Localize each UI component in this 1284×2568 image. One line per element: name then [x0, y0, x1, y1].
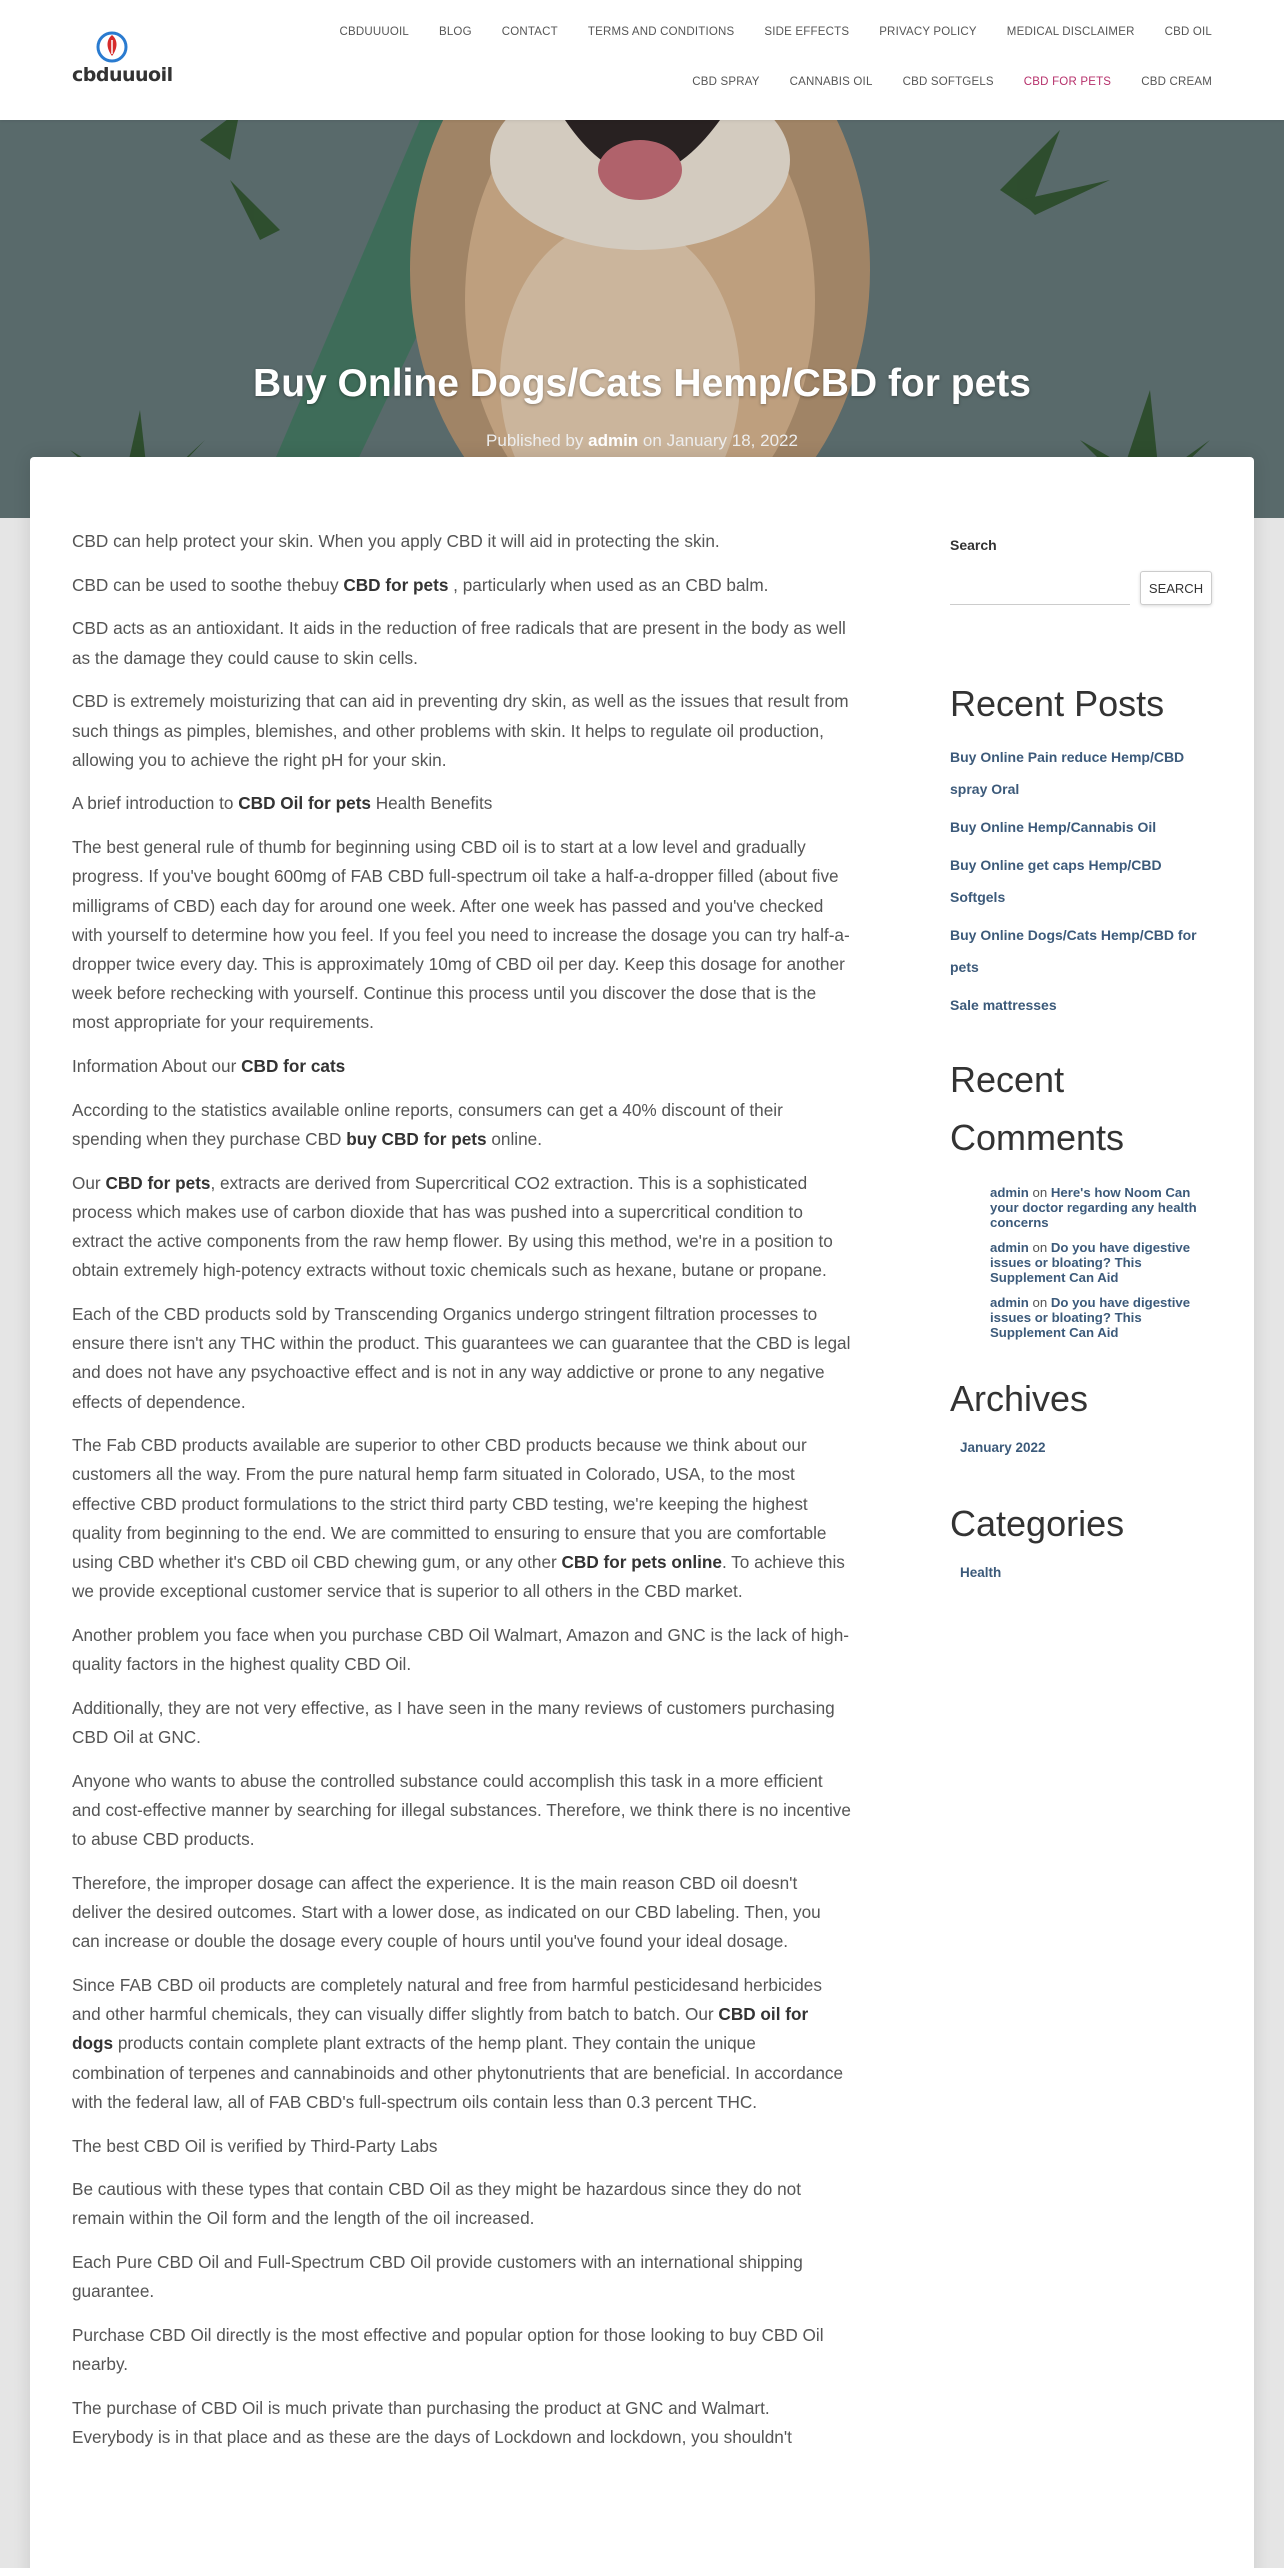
paragraph: Each of the CBD products sold by Transcending Organics undergo stringent filtration processes to ensure there isn't any THC within the product. This guarantees we can guarantee that the CBD is legal and does not have any psychoactive effect and is not in any way addictive or prone to any negative effects of dependence.: [72, 1303, 851, 1412]
search-input[interactable]: [950, 581, 1130, 605]
paragraph: Each Pure CBD Oil and Full-Spectrum CBD Oil provide customers with an international shipping guarantee.: [72, 2252, 803, 2302]
nav-cbd-for-pets[interactable]: CBD FOR PETS: [1023, 76, 1112, 88]
article-body: [72, 527, 852, 2467]
comment-item: admin on Do you have digestive issues or bloating? This Supplement Can Aid: [990, 1295, 1191, 1340]
comment-author-link[interactable]: admin: [990, 1295, 1029, 1310]
paragraph: The best CBD Oil is verified by Third-Party Labs: [72, 2135, 438, 2156]
comment-post-link[interactable]: Do you have digestive issues or bloating? This Supplement Can Aid: [990, 1240, 1191, 1285]
paragraph: Our CBD for pets, extracts are derived from Supercritical CO2 extraction. This is a sophisticated process which makes use of carbon dioxide that has was pushed into a supercritical condition to extract the active components from the raw hemp flower. By using this method, we're in a position to obtain extremely high-potency extracts without toxic chemicals such as hexane, butane or propane.: [72, 1172, 833, 1281]
comment-author-link[interactable]: admin: [990, 1185, 1029, 1200]
category-link[interactable]: Health: [960, 1565, 1002, 1580]
nav-cbd-softgels[interactable]: CBD SOFTGELS: [902, 76, 994, 88]
post-date: January 18, 2022: [666, 431, 798, 450]
recent-comments-list: [950, 1185, 1212, 1340]
nav-cbd-spray[interactable]: CBD SPRAY: [692, 76, 760, 88]
nav-cannabis-oil[interactable]: CANNABIS OIL: [789, 76, 873, 88]
recent-posts-list: [950, 741, 1212, 1021]
published-by-label: Published by: [486, 431, 584, 450]
paragraph: Information About our CBD for cats: [72, 1056, 346, 1077]
archive-link[interactable]: January 2022: [960, 1440, 1046, 1455]
comment-post-link[interactable]: Do you have digestive issues or bloating? This Supplement Can Aid: [990, 1295, 1191, 1340]
comment-author-link[interactable]: admin: [990, 1240, 1029, 1255]
paragraph: The purchase of CBD Oil is much private than purchasing the product at GNC and Walmart. Everybody is in that place and as these are the days of Lockdown and lockdown, you shouldn't: [72, 2397, 792, 2448]
paragraph: Another problem you face when you purchase CBD Oil Walmart, Amazon and GNC is the lack of high-quality factors in the highest quality CBD Oil.: [72, 1625, 849, 1675]
nav-cbd-cream[interactable]: CBD CREAM: [1141, 76, 1212, 88]
paragraph: CBD can help protect your skin. When you apply CBD it will aid in protecting the skin.: [72, 531, 720, 551]
primary-nav-row-2: [677, 72, 1212, 92]
paragraph: Additionally, they are not very effective, as I have seen in the many reviews of customers purchasing CBD Oil at GNC.: [72, 1697, 835, 1748]
search-button[interactable]: SEARCH: [1140, 571, 1212, 605]
comment-item: admin on Do you have digestive issues or bloating? This Supplement Can Aid: [990, 1240, 1191, 1285]
nav-side-effects[interactable]: SIDE EFFECTS: [764, 26, 850, 38]
paragraph: Since FAB CBD oil products are completely natural and free from harmful pesticidesand herbicides and other harmful chemicals, they can visually differ slightly from batch to batch. Our CBD oil for dogs products contain complete plant extracts of the hemp plant. They contain the unique combination of terpenes and cannabinoids and other phytonutrients that are beneficial. In accordance with the federal law, all of FAB CBD's full-spectrum oils contain less than 0.3 percent THC.: [72, 1975, 844, 2112]
recent-post-link[interactable]: Buy Online Dogs/Cats Hemp/CBD for pets: [950, 927, 1197, 975]
paragraph: According to the statistics available online reports, consumers can get a 40% discount of their spending when they purchase CBD buy CBD for pets online.: [72, 1099, 783, 1149]
recent-comments-heading: Recent Comments: [950, 1059, 1125, 1158]
nav-privacy-policy[interactable]: PRIVACY POLICY: [879, 26, 977, 38]
post-meta: [0, 431, 1284, 451]
comment-item: admin on Here's how Noom Can your doctor regarding any health concerns: [990, 1185, 1197, 1230]
nav-terms[interactable]: TERMS AND CONDITIONS: [587, 26, 735, 38]
nav-blog[interactable]: BLOG: [438, 26, 472, 38]
post-title: Buy Online Dogs/Cats Hemp/CBD for pets: [253, 362, 1031, 405]
paragraph: Therefore, the improper dosage can affect the experience. It is the main reason CBD oil doesn't deliver the desired outcomes. Start with a lower dose, as indicated on our CBD labeling. Then, you can increase or double the dosage every couple of hours until you've found your ideal dosage.: [72, 1872, 821, 1952]
recent-post-link[interactable]: Sale mattresses: [950, 997, 1057, 1013]
archives-heading: Archives: [950, 1378, 1089, 1419]
paragraph: The best general rule of thumb for beginning using CBD oil is to start at a low level and gradually progress. If you've bought 600mg of FAB CBD full-spectrum oil take a half-a-dropper filled (about five milligrams of CBD) each day for around one week. After one week has passed and you've checked with yourself to determine how you feel. If you feel you need to increase the dosage you can try half-a-dropper twice every day. This is approximately 10mg of CBD oil per day. Keep this dosage for another week before rechecking with yourself. Continue this process until you discover the dose that is the most appropriate for your requirements.: [72, 837, 850, 1033]
paragraph: CBD can be used to soothe thebuy CBD for pets , particularly when used as an CBD balm.: [72, 574, 769, 595]
search-form: [950, 571, 1212, 605]
recent-post-link[interactable]: Buy Online get caps Hemp/CBD Softgels: [950, 857, 1162, 905]
categories-heading: Categories: [950, 1503, 1125, 1544]
paragraph: CBD is extremely moisturizing that can aid in preventing dry skin, as well as the issues that result from such things as pimples, blemishes, and other problems with skin. It helps to regulate oil production, allowing you to achieve the right pH for your skin.: [72, 691, 849, 770]
recent-posts-heading: Recent Posts: [950, 683, 1165, 724]
logo-mark-icon: [94, 30, 130, 64]
paragraph: Purchase CBD Oil directly is the most effective and popular option for those looking to buy CBD Oil nearby.: [72, 2325, 824, 2375]
site-logo[interactable]: [72, 30, 173, 90]
nav-cbd-oil[interactable]: CBD OIL: [1164, 26, 1212, 38]
paragraph: Anyone who wants to abuse the controlled substance could accomplish this task in a more efficient and cost-effective manner by searching for illegal substances. Therefore, we think there is no incentive to abuse CBD products.: [72, 1770, 851, 1850]
paragraph: The Fab CBD products available are superior to other CBD products because we think about our customers all the way. From the pure natural hemp farm situated in Colorado, USA, to the most effective CBD product formulations to the strict third party CBD testing, we're keeping the highest quality from beginning to the end. We are committed to ensuring to ensure that you are comfortable using CBD whether it's CBD oil CBD chewing gum, or any other CBD for pets online. To achieve this we provide exceptional customer service that is superior to all others in the CBD market.: [72, 1435, 845, 1602]
post-on-label: on: [642, 431, 662, 450]
nav-cbduuuoil[interactable]: CBDUUUOIL: [339, 26, 409, 38]
content-card: [30, 457, 1254, 2568]
logo-text: cbduuuoil: [72, 64, 173, 86]
recent-post-link[interactable]: Buy Online Pain reduce Hemp/CBD spray Oral: [950, 749, 1185, 797]
paragraph: CBD acts as an antioxidant. It aids in the reduction of free radicals that are present in the body as well as the damage they could cause to skin cells.: [72, 618, 846, 668]
primary-nav-row-1: [324, 22, 1212, 42]
nav-medical-disclaimer[interactable]: MEDICAL DISCLAIMER: [1006, 26, 1135, 38]
recent-post-link[interactable]: Buy Online Hemp/Cannabis Oil: [950, 819, 1157, 835]
paragraph: A brief introduction to CBD Oil for pets Health Benefits: [72, 793, 493, 814]
site-header: [0, 0, 1284, 120]
comment-post-link[interactable]: Here's how Noom Can your doctor regarding any health concerns: [990, 1185, 1197, 1230]
search-label: Search: [950, 537, 997, 553]
sidebar: [950, 537, 1212, 1580]
post-author-link[interactable]: admin: [588, 431, 639, 450]
paragraph: Be cautious with these types that contain CBD Oil as they might be hazardous since they do not remain within the Oil form and the length of the oil increased.: [72, 2179, 801, 2229]
nav-contact[interactable]: CONTACT: [501, 26, 558, 38]
